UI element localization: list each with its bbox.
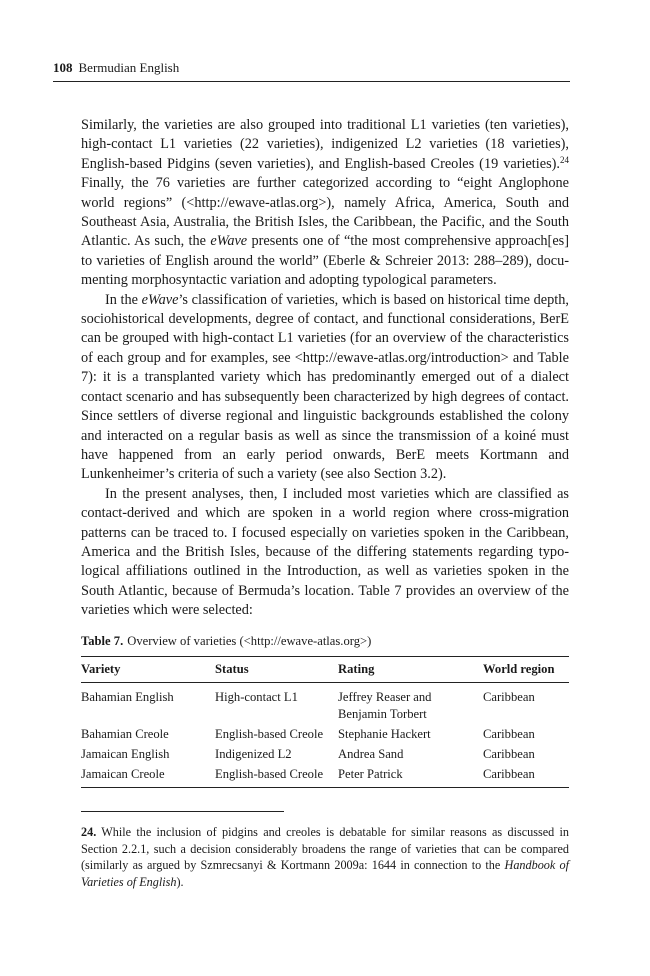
paragraph-2-text-a: In the	[105, 291, 142, 308]
table-cell: Peter Patrick	[338, 767, 403, 781]
paragraph-1-text-a: Similarly, the varieties are also grouped into traditional L1 varieties (ten varieties), high-contact L1 varieties (22 varieties), indigenized L2 varieties (18 varieties), English-based Pidgins (seven varieties), and English-based Creoles (19 varieties).	[81, 117, 569, 172]
table-cell: Bahamian English	[81, 690, 174, 704]
table-caption-label: Table 7.	[81, 634, 124, 648]
table-cell: Caribbean	[483, 727, 535, 741]
table-row	[81, 683, 569, 725]
paragraph-2-text-b: ’s classification of varieties, which is based on historical time depth, sociohistorical developments, degree of contact, and functional considerations, BerE can be grouped with high-contact L1 varieties (for an overview of the characteristics of each group and for examples, see <http://ewave-atlas.org/introduction> and Table 7): it is a transplanted variety which has predominantly emerged out of a dialect contact scenario and has subsequently been characterized by high degrees of contact. Since settlers of diverse regional and linguistic backgrounds established the colony and interacted on a regular basis as well as since the transmission of a koiné must have happened from an early period onwards, BerE meets Kortmann and Lunkenheimer’s criteria of such a variety (see also Section 3.2).	[81, 291, 569, 483]
paragraph-3: In the present analyses, then, I included most varieties which are classified as contact-derived and which are spoken in a world region where cross-migration patterns can be traced to. I focused especially on varieties spoken in the Caribbean, America and the British Isles, because of the differing statements regarding typological affiliations outlined in the Introduction, as well as varieties spoken in the South Atlantic, because of Bermuda’s location. Table 7 provides an overview of the varieties which were selected:	[81, 485, 569, 619]
running-header	[53, 60, 570, 82]
footnote-text-a: While the inclusion of pidgins and creoles is debatable for similar reasons as discussed in Section 2.2.1, such a decision considerably broadens the range of varieties that can be compared (similarly as argued by Szmrecsanyi & Kortmann 2009a: 1644 in connection to the	[81, 825, 569, 873]
paragraph-1-text-b: Finally, the 76 varieties are further categorized according to “eight Anglophone world regions” (<http://ewave-atlas.org>), namely Africa, America, South and Southeast Asia, Australia, the British Isles, the Caribbean, the Pacific, and the South Atlantic. As such, the	[81, 175, 569, 250]
table-cell: Stephanie Hackert	[338, 727, 431, 741]
handbook-title-italic: Handbook of Varieties of English	[81, 858, 569, 889]
column-header: World region	[483, 662, 555, 676]
column-header: Status	[215, 662, 249, 676]
body-text	[81, 116, 569, 621]
table-cell: Andrea Sand	[338, 747, 404, 761]
ewave-italic: eWave	[210, 233, 248, 250]
table-cell: Jamaican Creole	[81, 767, 165, 781]
table-cell: Caribbean	[483, 690, 535, 704]
footnote-divider	[81, 811, 284, 812]
table-cell: Caribbean	[483, 767, 535, 781]
table-header-row	[81, 657, 569, 683]
table-caption-text: Overview of varieties (<http://ewave-atlas.org>)	[127, 634, 372, 648]
footnote-24	[81, 824, 569, 890]
table-row	[81, 724, 569, 744]
footnote-text-b: ).	[176, 874, 184, 889]
column-header: Variety	[81, 662, 121, 676]
footnote-ref-24[interactable]: 24	[560, 154, 569, 165]
running-title: Bermudian English	[78, 60, 180, 75]
paragraph-2	[81, 291, 569, 485]
table-cell: English-based Creole	[215, 767, 324, 781]
table-cell: Jeffrey Reaser and Benjamin Torbert	[338, 690, 432, 721]
column-header: Rating	[338, 662, 375, 676]
table-row	[81, 744, 569, 764]
footnote-number: 24.	[81, 825, 97, 839]
paragraph-1	[81, 116, 569, 291]
ewave-italic: eWave	[141, 291, 179, 308]
table-cell: English-based Creole	[215, 727, 324, 741]
varieties-table	[81, 656, 569, 788]
page-number: 108	[53, 60, 73, 75]
table-cell: Caribbean	[483, 747, 535, 761]
table-cell: Jamaican English	[81, 747, 170, 761]
paragraph-1-text-c: presents one of “the most comprehensive approach[es] to varieties of English around the world” (Eberle & Schreier 2013: 288–289), documenting morphosyntactic variation and adopting typological parameters.	[81, 233, 569, 289]
table-cell: Indigenized L2	[215, 747, 292, 761]
table-cell: Bahamian Creole	[81, 727, 169, 741]
table-caption	[81, 634, 569, 649]
table-row	[81, 764, 569, 788]
table-cell: High-contact L1	[215, 690, 298, 704]
